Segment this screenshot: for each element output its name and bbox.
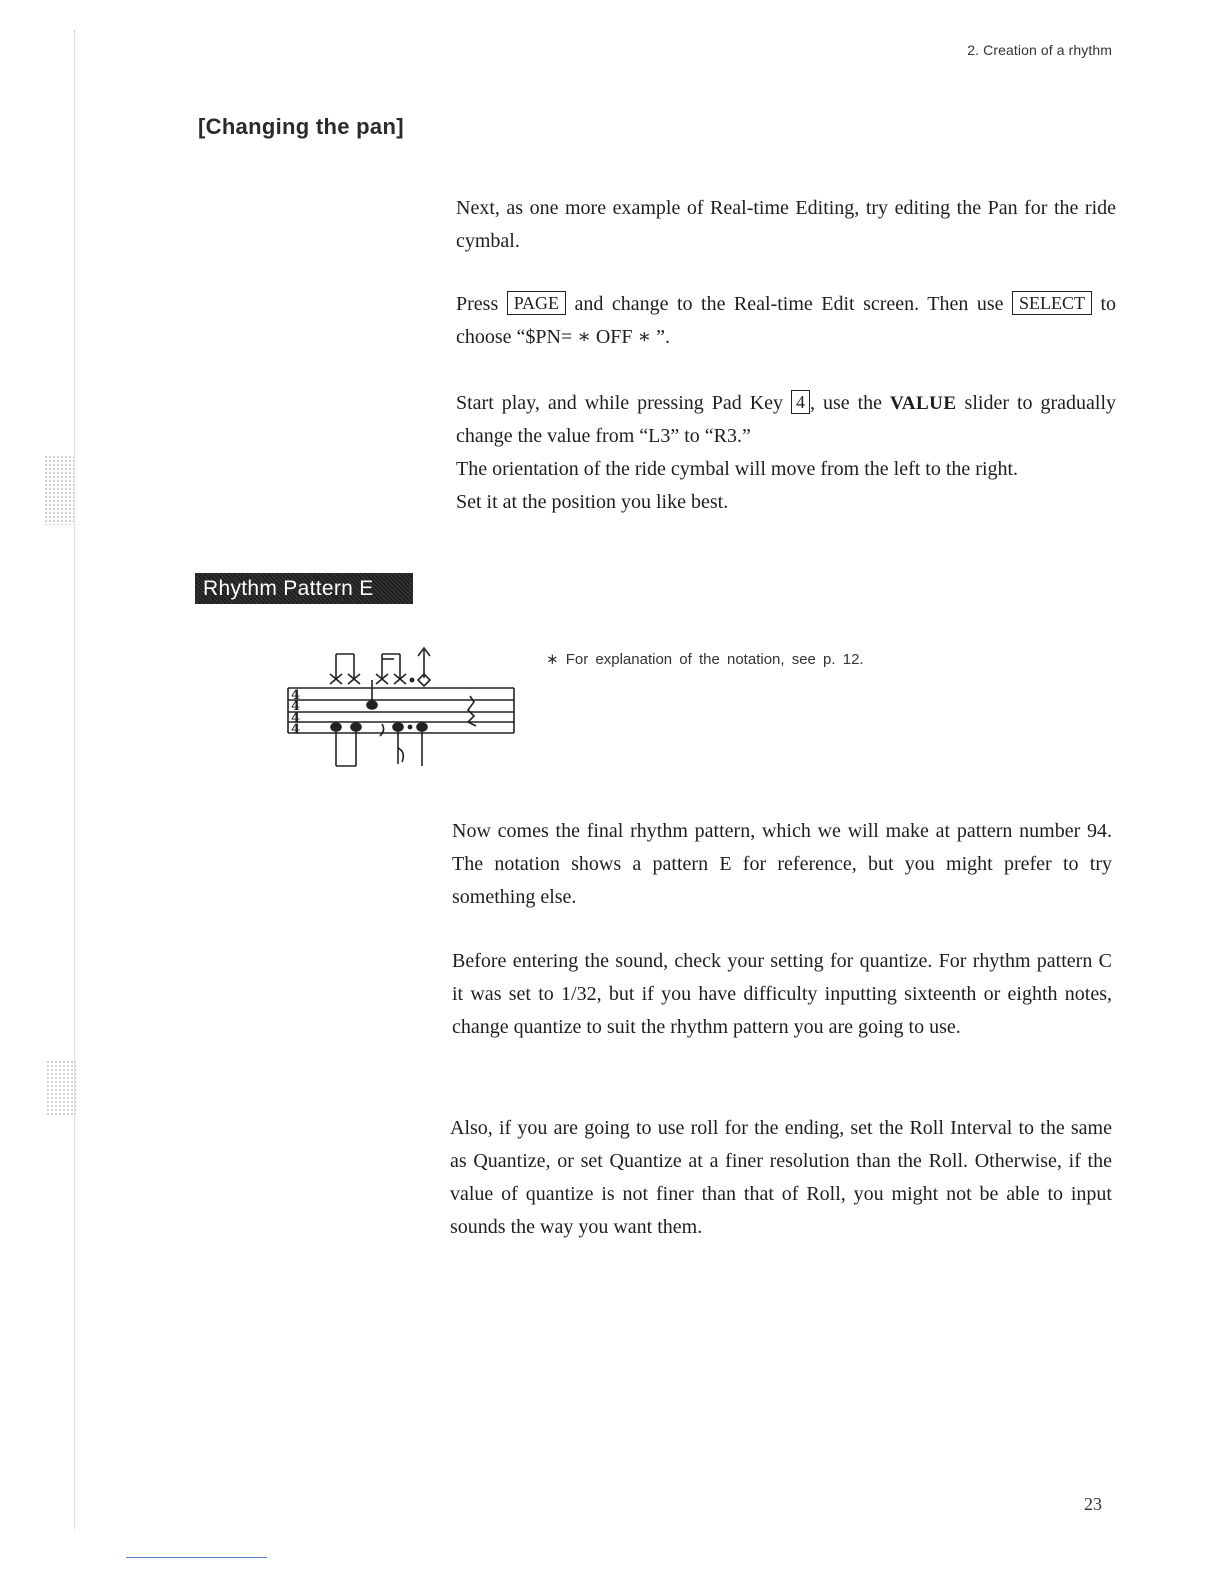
scan-speckle [46, 1060, 76, 1115]
pan-intro-paragraph: Next, as one more example of Real-time Editing, try editing the Pan for the ride cymbal. [456, 197, 1116, 252]
time-signature-top: 4 [291, 688, 301, 703]
page-key: PAGE [507, 291, 566, 315]
select-key: SELECT [1012, 291, 1092, 315]
page-number: 23 [1084, 1494, 1102, 1514]
scan-speckle [44, 455, 74, 525]
pad-key-4: 4 [791, 390, 810, 414]
footer-rule [126, 1557, 267, 1558]
scan-edge [74, 30, 76, 1530]
rhythm-notation [286, 640, 518, 772]
value-slider-label: VALUE [890, 393, 957, 414]
time-signature-top: 4 [291, 699, 301, 714]
rhythm-pattern-banner: Rhythm Pattern E [195, 573, 413, 604]
section-title: [Changing the pan] [198, 114, 404, 139]
notation-footnote: ∗ For explanation of the notation, see p. 12. [546, 651, 864, 668]
running-header: 2. Creation of a rhythm [967, 42, 1112, 58]
final-pattern-paragraph: Now comes the final rhythm pattern, which we will make at pattern number 94. The notation shows a pattern E for reference, but you might prefer to try something else. [452, 820, 1112, 908]
quantize-paragraph: Before entering the sound, check your setting for quantize. For rhythm pattern C it was set to 1/32, but if you have difficulty inputting sixteenth or eighth notes, change quantize to suit the rhythm pattern you are going to use. [452, 950, 1112, 1038]
pan-set-position-line: Set it at the position you like best. [456, 491, 729, 513]
time-signature-bottom: 4 [291, 711, 301, 726]
pan-start-play-paragraph: Start play, and while pressing Pad Key 4 , use the VALUE slider to gradually change the value from “L3” to “R3.” [456, 392, 1117, 447]
time-signature-bottom: 4 [291, 722, 301, 737]
pan-press-page-paragraph: Press PAGE and change to the Real-time Edit screen. Then use SELECT to choose “$PN= ∗ OFF ∗ ”. [456, 293, 1116, 348]
roll-interval-paragraph: Also, if you are going to use roll for the ending, set the Roll Interval to the same as Quantize, or set Quantize at a finer resolution than the Roll. Otherwise, if the value of quantize is not finer than that of Roll, you might not be able to input sounds the way you want them. [450, 1117, 1112, 1238]
pan-orientation-line: The orientation of the ride cymbal will move from the left to the right. [456, 458, 1019, 480]
